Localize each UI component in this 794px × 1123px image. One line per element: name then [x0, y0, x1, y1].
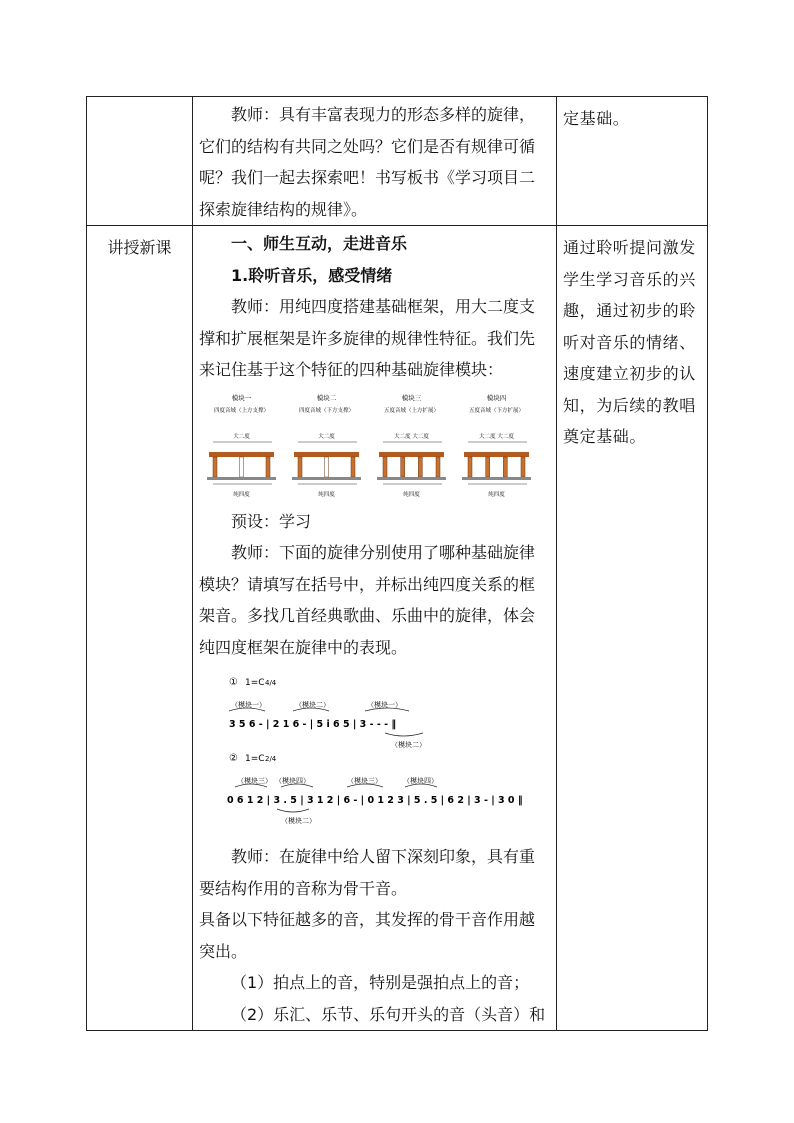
module-pillar [401, 457, 405, 477]
module-top-label: 大二度 大二度 [479, 433, 514, 440]
score-label: （模块四） [403, 777, 438, 785]
module-beam [294, 452, 359, 457]
module-bottom-label: 纯四度 [233, 491, 250, 498]
module-beam [464, 452, 529, 457]
score-label: （模块一） [367, 701, 402, 709]
table-row [87, 97, 708, 226]
module-base [377, 477, 446, 480]
score-label: （模块三） [237, 777, 272, 785]
paragraph: 教师：下面的旋律分别使用了哪种基础旋律模块？请填写在括号中，并标出纯四度关系的框架音。多找几首经典歌曲、乐曲中的旋律，体会纯四度框架在旋律中的表现。 [199, 543, 536, 657]
module-pillar [266, 457, 270, 477]
score-label: （模块二） [391, 741, 426, 749]
module-title: 模块四 [486, 393, 507, 402]
row-label-cell [87, 226, 193, 1031]
module-beam [209, 452, 274, 457]
module-subtitle: 四度音域（下方支撑） [298, 407, 355, 414]
module-pillar [436, 457, 440, 477]
module-pillar [503, 457, 507, 477]
row-label-cell [87, 97, 193, 226]
row-label: 讲授新课 [107, 238, 172, 257]
module-pillar [240, 457, 244, 477]
module-base [462, 477, 531, 480]
module-pillar [486, 457, 490, 477]
score-label: （模块二） [295, 701, 330, 709]
score-label: （模块三） [347, 777, 382, 785]
module-base [207, 477, 276, 480]
melody-modules-figure [199, 390, 539, 502]
side-note: 定基础。 [563, 109, 630, 128]
score-key: 1=C [245, 678, 265, 688]
module-bottom-label: 纯四度 [403, 491, 420, 498]
paragraph: 教师：用纯四度搭建基础框架，用大二度支撑和扩展框架是许多旋律的规律性特征。我们先来记住基于这个特征的四种基础旋律模块： [199, 297, 536, 379]
list-item: （2）乐汇、乐节、乐句开头的音（头音）和 [231, 1004, 546, 1024]
module-pillar [521, 457, 525, 477]
module-top-label: 大二度 [318, 433, 335, 440]
module-pillar [325, 457, 329, 477]
module-top-label: 大二度 大二度 [394, 433, 429, 440]
module-pillar [418, 457, 422, 477]
module-title: 模块一 [231, 393, 252, 402]
score-meter: 4/4 [265, 679, 277, 687]
lesson-plan-table [86, 96, 708, 1031]
row-label [87, 97, 192, 103]
side-note-cell [557, 97, 708, 226]
jianpu-score-figure [199, 667, 539, 837]
section-heading: 一、师生互动，走进音乐 [231, 234, 408, 253]
module-title: 模块三 [401, 393, 422, 402]
main-content-cell [193, 226, 557, 1031]
paragraph: 教师：具有丰富表现力的形态多样的旋律，它们的结构有共同之处吗？它们是否有规律可循呢？我们一起去探索吧！书写板书《学习项目二 探索旋律结构的规律》。 [199, 105, 536, 219]
module-bottom-label: 纯四度 [488, 491, 505, 498]
module-beam [379, 452, 444, 457]
module-subtitle: 五度音域（上方扩展） [383, 407, 440, 414]
score-label: （模块二） [281, 817, 316, 825]
score-label: （模块四） [275, 777, 310, 785]
module-pillar [298, 457, 302, 477]
score-example-number: ① [229, 677, 238, 688]
module-base [292, 477, 361, 480]
score-notes: 0 6 1 2 | 3 . 5 | 3 1 2 | 6 - | 0 1 2 3 | 5 . 5 | 6 2 | 3 - | 3 0 ‖ [227, 795, 523, 806]
score-meter: 2/4 [265, 755, 277, 763]
paragraph: 教师：在旋律中给人留下深刻印象，具有重要结构作用的音称为骨干音。 [199, 847, 536, 898]
module-pillar [213, 457, 217, 477]
score-key: 1=C [245, 754, 265, 764]
sub-heading: 1.聆听音乐，感受情绪 [231, 265, 393, 285]
score-notes: 3 5 6 - | 2 1 6 - | 5 i 6 5 | 3 - - - ‖ [229, 719, 397, 730]
module-title: 模块二 [316, 393, 337, 402]
module-top-label: 大二度 [233, 433, 250, 440]
score-label: （模块一） [231, 701, 266, 709]
list-item: （1）拍点上的音，特别是强拍点上的音； [231, 973, 530, 992]
side-note-cell [557, 226, 708, 1031]
main-content-cell [193, 97, 557, 226]
side-note: 通过聆听提问激发学生学习音乐的兴趣，通过初步的聆听对音乐的情绪、速度建立初步的认知，为后续的教唱奠定基础。 [563, 238, 696, 446]
paragraph: 具备以下特征越多的音，其发挥的骨干音作用越突出。 [199, 910, 536, 961]
module-bottom-label: 纯四度 [318, 491, 335, 498]
module-pillar [351, 457, 355, 477]
module-pillar [468, 457, 472, 477]
preset-text: 预设：学习 [231, 511, 312, 531]
module-pillar [383, 457, 387, 477]
score-example-number: ② [229, 753, 238, 764]
module-subtitle: 五度音域（下方扩展） [468, 407, 525, 414]
table-row [87, 226, 708, 1031]
module-subtitle: 四度音域（上方支撑） [213, 407, 270, 414]
